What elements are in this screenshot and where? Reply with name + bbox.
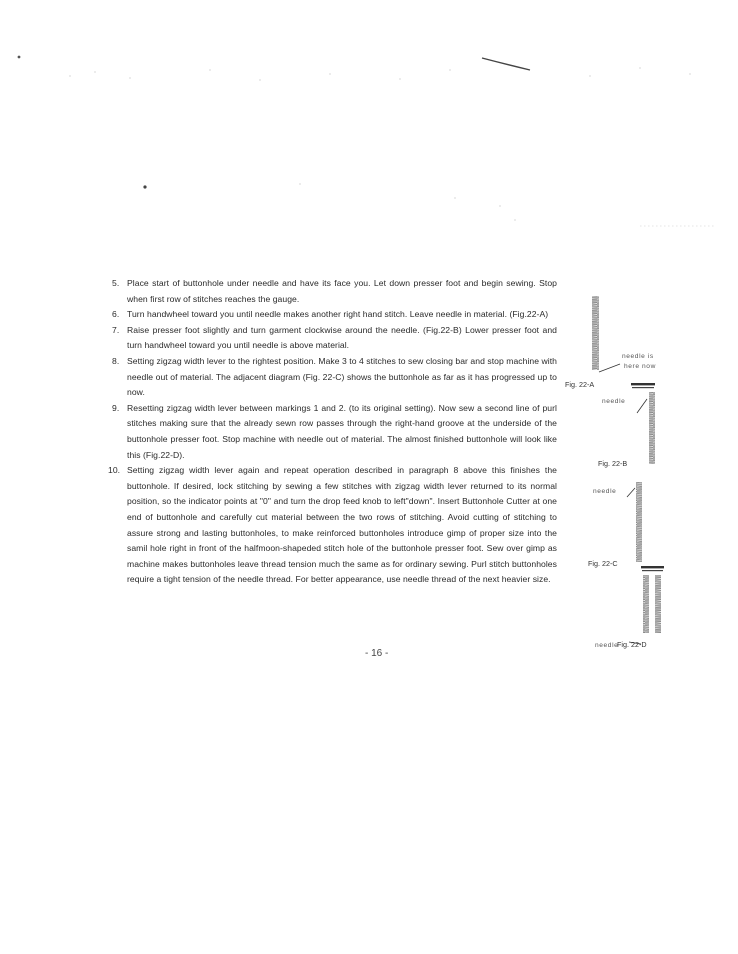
fig-b-stitch-row (649, 392, 655, 464)
step-text: Setting zigzag width lever to the rightest position. Make 3 to 4 stitches to sew closing bar and stop machine with needle out of material. The adjacent diagram (Fig. 22-C) shows the buttonhole as far as it has progressed up to now. (127, 355, 557, 398)
buttonhole-figures (565, 292, 725, 652)
fig-a-note-line2: here now (624, 363, 656, 370)
fig-b-bar (631, 383, 655, 385)
fig-22d-label: Fig. 22-D (617, 640, 647, 649)
fig-a-note-line1: needle is (622, 353, 654, 360)
instruction-list (108, 276, 557, 588)
instruction-step-6 (112, 307, 557, 323)
step-number: 7. (112, 324, 120, 335)
scan-artifacts (0, 0, 738, 260)
step-text: Place start of buttonhole under needle and have its face you. Let down presser foot and begin sewing. Stop when first row of stitches reaches the gauge. (127, 278, 557, 304)
fig-d-bar (642, 570, 663, 571)
fig-22a-label: Fig. 22-A (565, 380, 595, 389)
fig-b-bar (632, 387, 654, 388)
step-number: 10. (108, 465, 121, 476)
step-number: 5. (112, 278, 120, 288)
step-number: 6. (112, 309, 120, 320)
fig-d-left-stitch-row (643, 575, 649, 633)
step-text: Resetting zigzag width lever between markings 1 and 2. (to its original setting). Now sew a second line of purl stitches making sure that the already sewn row passes through the right-hand groove at the underside of the buttonhole presser foot. Stop machine with needle out of material. The almost finished buttonhole will look like this (Fig.22-D). (127, 402, 557, 460)
buttonhole-stitch-diagram (565, 292, 725, 652)
page-number: - 16 - (365, 648, 389, 659)
fig-a-stitch-row (592, 296, 599, 370)
fig-d-needle-note: needle (595, 642, 619, 649)
fig-d-right-stitch-row (655, 575, 661, 633)
fig-c-needle-note: needle (593, 488, 617, 495)
fig-22c-label: Fig. 22-C (588, 559, 618, 568)
fig-d-bar (641, 566, 664, 568)
fig-b-needle-note: needle (602, 398, 626, 405)
instruction-step-5 (112, 276, 557, 307)
instruction-step-10 (108, 463, 557, 588)
fig-c-stitch-row (636, 482, 642, 562)
step-text: Raise presser foot slightly and turn garment clockwise around the needle. (Fig.22-B) Lower presser foot and turn handwheel toward you until needle is above material. (127, 324, 557, 351)
instruction-step-9 (112, 401, 557, 463)
fig-22b-label: Fig. 22-B (598, 459, 628, 468)
step-number: 9. (112, 402, 120, 413)
step-text: Turn handwheel toward you until needle makes another right hand stitch. Leave needle in material. (Fig.22-A) (127, 309, 549, 320)
step-number: 8. (112, 355, 120, 366)
instruction-step-8 (112, 354, 557, 401)
instruction-step-7 (112, 323, 557, 354)
step-text: Setting zigzag width lever again and repeat operation described in paragraph 8 above this finishes the buttonhole. If desired, lock stitching by sewing a few stitches with zigzag width lever returned to its normal position, so the indicator points at "0" and turn the drop feed knob to left"down". Insert Buttonhole Cutter at one end of buttonhole and carefully cut material between the two rows of stitching. Avoid cutting of stitching to assure strong and lasting buttonholes, to make reinforced buttonholes introduce gimp of proper size into the samil hole right in front of the halfmoon-shapeded stitch hole of the buttonhole presser foot. Sew over gimp as machine makes buttonholes leave thread tension much the same as for ordinary sewing. Purl stitch buttonholes require a tight tension of the needle thread. For better appearance, use needle thread of the next heavier size. (127, 465, 557, 585)
